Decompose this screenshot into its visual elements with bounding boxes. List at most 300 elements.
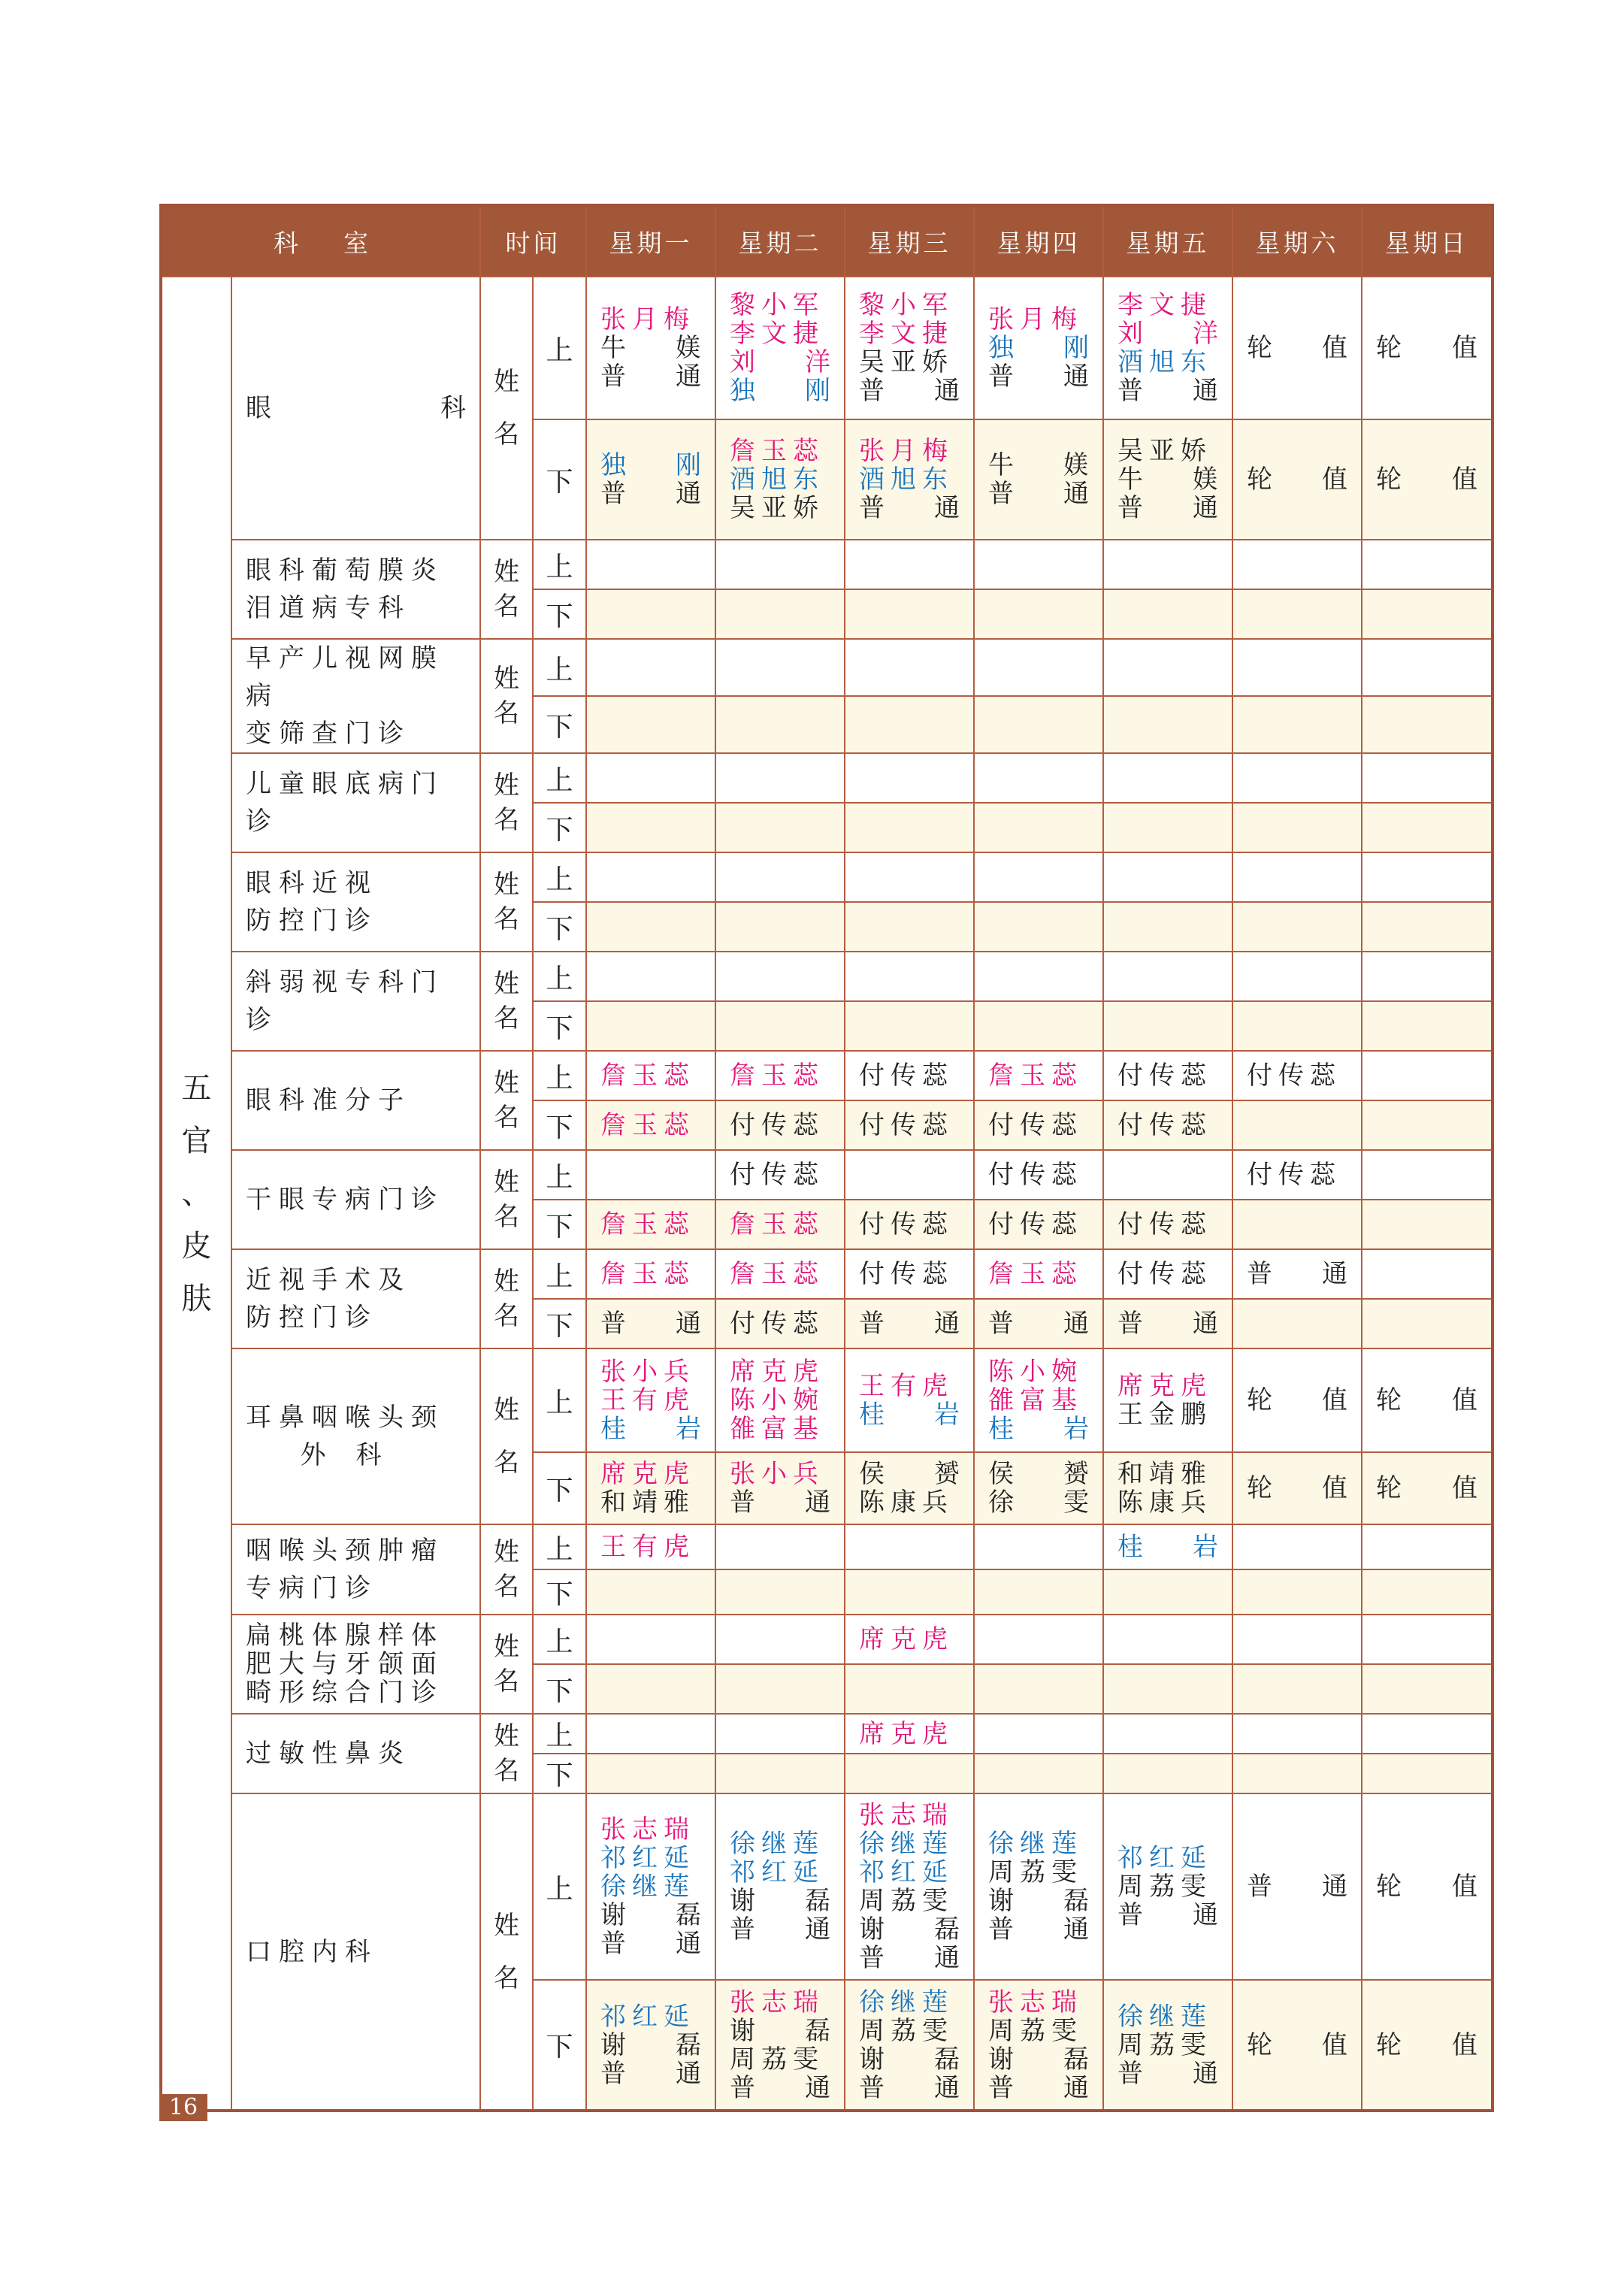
schedule-cell [1362, 1299, 1492, 1348]
doctor-name [1247, 465, 1347, 494]
schedule-cell [974, 1714, 1103, 1754]
doctor-name-part: 值 [1452, 1385, 1477, 1415]
doctor-name-part: 通 [1193, 1309, 1218, 1339]
doctor-name [1117, 1901, 1218, 1929]
department-name-line [246, 389, 466, 427]
schedule-cell [715, 1348, 845, 1452]
doctor-name [988, 1415, 1089, 1443]
schedule-cell [1362, 1150, 1492, 1200]
schedule-cell [1103, 1714, 1232, 1754]
schedule-cell [974, 1299, 1103, 1348]
schedule-cell [974, 1980, 1103, 2111]
doctor-name-part: 普 [1117, 376, 1143, 406]
doctor-name-part: 普 [600, 1929, 626, 1959]
doctor-name-part: 谢 [859, 1914, 885, 1945]
schedule-cell [586, 1714, 715, 1754]
schedule-cell [1103, 1051, 1232, 1100]
doctor-name: 张小兵 [730, 1459, 824, 1489]
department-name-line: 防控门诊 [246, 1303, 378, 1333]
doctor-name: 付传蕊 [1247, 1061, 1341, 1091]
name-label-char: 名 [494, 1301, 519, 1331]
doctor-name: 张志瑞 [859, 1800, 954, 1830]
session-pm: 下 [533, 419, 586, 540]
schedule-cell [586, 1051, 715, 1100]
schedule-cell [974, 803, 1103, 852]
doctor-name: 王有虎 [600, 1385, 695, 1415]
doctor-name: 酒旭东 [730, 465, 824, 495]
doctor-name-part: 通 [934, 2072, 960, 2103]
doctor-name-part: 侯 [988, 1459, 1014, 1489]
doctor-name-part: 通 [1063, 2072, 1089, 2103]
schedule-cell [715, 1793, 845, 1980]
department-name-line: 咽喉头颈肿瘤 [246, 1536, 444, 1566]
schedule-cell [1362, 1348, 1492, 1452]
doctor-name: 酒旭东 [859, 465, 954, 495]
schedule-cell [845, 902, 974, 952]
schedule-cell [586, 1524, 715, 1569]
schedule-cell [974, 696, 1103, 753]
doctor-name: 詹玉蕊 [600, 1259, 695, 1289]
doctor-name [1376, 334, 1477, 362]
doctor-name-part: 值 [1452, 2029, 1477, 2060]
session-am: 上 [533, 1249, 586, 1299]
schedule-cell [1362, 1664, 1492, 1714]
doctor-name: 吴亚娇 [730, 493, 824, 523]
name-label-char: 名 [494, 805, 519, 835]
schedule-cell [845, 1100, 974, 1150]
schedule-cell [1362, 952, 1492, 1001]
schedule-cell [586, 902, 715, 952]
name-label-char: 姓 [494, 770, 519, 801]
schedule-cell [586, 852, 715, 902]
doctor-name-part: 普 [988, 1309, 1014, 1339]
doctor-name: 和靖雅 [600, 1488, 695, 1518]
schedule-cell [715, 419, 845, 540]
session-am: 上 [533, 852, 586, 902]
session-pm: 下 [533, 1754, 586, 1793]
doctor-name-part: 值 [1452, 1473, 1477, 1503]
doctor-name-part: 牛 [600, 333, 626, 363]
doctor-name [988, 362, 1089, 391]
schedule-cell [974, 1754, 1103, 1793]
schedule-cell [974, 1615, 1103, 1664]
doctor-name-part: 独 [988, 333, 1014, 363]
doctor-name [600, 1415, 701, 1443]
schedule-cell [845, 1615, 974, 1664]
doctor-name-part: 洋 [1193, 319, 1218, 349]
doctor-name-part: 普 [1117, 1309, 1143, 1339]
doctor-name: 李文捷 [1117, 290, 1212, 320]
doctor-name [1376, 465, 1477, 494]
name-label-char: 名 [494, 1666, 519, 1696]
doctor-name: 周荔雯 [1117, 1872, 1212, 1902]
category-char: 官 [181, 1123, 212, 1158]
schedule-cell [1103, 540, 1232, 589]
schedule-cell [715, 1980, 845, 2111]
schedule-cell [974, 1524, 1103, 1569]
doctor-name: 周荔雯 [988, 1857, 1083, 1887]
doctor-name-part: 值 [1322, 333, 1347, 363]
session-pm: 下 [533, 1100, 586, 1150]
doctor-name [600, 1901, 701, 1929]
doctor-name: 付传蕊 [1247, 1160, 1341, 1190]
name-label-char: 姓 [494, 1910, 519, 1941]
name-label-char: 名 [494, 1756, 519, 1786]
doctor-name-part: 媄 [1063, 450, 1089, 480]
schedule-cell [1103, 803, 1232, 852]
name-label-char: 名 [494, 698, 519, 728]
name-label [480, 1524, 533, 1615]
department-name [231, 1793, 480, 2111]
schedule-cell [974, 1051, 1103, 1100]
doctor-name [1117, 494, 1218, 522]
doctor-name-part: 洋 [805, 347, 830, 377]
doctor-name-part: 通 [1063, 362, 1089, 392]
doctor-name-part: 普 [859, 1943, 885, 1973]
category-char: 肤 [181, 1281, 212, 1316]
header-day: 星期一 [586, 205, 715, 277]
schedule-cell [715, 1051, 845, 1100]
doctor-name-part: 普 [730, 1914, 755, 1945]
schedule-cell [845, 1299, 974, 1348]
doctor-name: 吴亚娇 [1117, 436, 1212, 466]
doctor-name: 付传蕊 [1117, 1209, 1212, 1239]
session-am: 上 [533, 1615, 586, 1664]
schedule-cell [974, 1452, 1103, 1524]
name-label [480, 852, 533, 952]
doctor-name: 詹玉蕊 [730, 1061, 824, 1091]
session-am: 上 [533, 753, 586, 803]
schedule-cell [1362, 1200, 1492, 1249]
schedule-cell [974, 277, 1103, 419]
schedule-cell [1362, 803, 1492, 852]
schedule-cell [1232, 1524, 1362, 1569]
schedule-cell [845, 639, 974, 696]
doctor-name-part: 值 [1452, 465, 1477, 495]
doctor-name-part: 普 [730, 1488, 755, 1518]
schedule-cell [586, 952, 715, 1001]
doctor-name: 黎小军 [859, 290, 954, 320]
doctor-name-part: 普 [988, 479, 1014, 509]
schedule-cell [974, 419, 1103, 540]
schedule-cell [586, 1664, 715, 1714]
department-name-line: 耳鼻咽喉头颈 [246, 1403, 444, 1433]
doctor-name [1117, 319, 1218, 348]
schedule-cell [715, 1001, 845, 1051]
name-label-char: 姓 [494, 367, 519, 397]
doctor-name: 周荔雯 [859, 1886, 954, 1916]
schedule-cell [845, 1200, 974, 1249]
schedule-cell [1232, 852, 1362, 902]
doctor-name-part: 普 [1247, 1872, 1272, 1902]
schedule-cell [715, 540, 845, 589]
doctor-name: 席克虎 [859, 1718, 954, 1749]
schedule-cell [1103, 1150, 1232, 1200]
doctor-name-part: 磊 [934, 2044, 960, 2075]
schedule-cell [1103, 852, 1232, 902]
department-name-line: 外科 [300, 1440, 412, 1470]
name-label [480, 639, 533, 753]
doctor-name [1247, 1386, 1347, 1415]
doctor-name-part: 谢 [988, 2044, 1014, 2075]
schedule-cell [1362, 1615, 1492, 1664]
doctor-name [1376, 1474, 1477, 1503]
schedule-row [161, 952, 1492, 1001]
schedule-cell [845, 1150, 974, 1200]
schedule-cell [974, 589, 1103, 639]
department-name [231, 1348, 480, 1524]
schedule-cell [845, 1249, 974, 1299]
doctor-name: 王金鹏 [1117, 1400, 1212, 1430]
doctor-name: 周荔雯 [1117, 2029, 1212, 2060]
session-pm: 下 [533, 803, 586, 852]
schedule-cell [715, 277, 845, 419]
doctor-name-part: 通 [805, 1488, 830, 1518]
schedule-cell [586, 1793, 715, 1980]
schedule-row [161, 1524, 1492, 1569]
schedule-cell [845, 1524, 974, 1569]
doctor-name: 詹玉蕊 [988, 1061, 1083, 1091]
doctor-name-part: 刚 [1063, 333, 1089, 363]
doctor-name-part: 普 [1117, 1900, 1143, 1930]
schedule-cell [1232, 1452, 1362, 1524]
doctor-name: 周荔雯 [730, 2044, 824, 2075]
department-name-line: 泪道病专科 [246, 593, 411, 623]
department-name-line: 专病门诊 [246, 1573, 378, 1603]
doctor-name-part: 普 [988, 1914, 1014, 1945]
schedule-cell [1362, 419, 1492, 540]
name-label-char: 名 [494, 1963, 519, 1993]
doctor-name [988, 1309, 1089, 1338]
department-name-line: 斜弱视专科门诊 [246, 967, 444, 1035]
doctor-name-part: 岩 [934, 1400, 960, 1430]
name-label-char: 姓 [494, 1267, 519, 1297]
schedule-cell [1362, 1980, 1492, 2111]
doctor-name-part: 值 [1322, 2029, 1347, 2060]
schedule-cell [845, 753, 974, 803]
doctor-name-part: 谢 [600, 1900, 626, 1930]
doctor-name: 李文捷 [859, 319, 954, 349]
header-time: 时间 [480, 205, 586, 277]
schedule-cell [974, 952, 1103, 1001]
schedule-cell [1362, 639, 1492, 696]
doctor-name [600, 2060, 701, 2088]
doctor-name-part: 普 [600, 2058, 626, 2089]
schedule-table [159, 204, 1494, 2112]
doctor-name-part: 独 [730, 376, 755, 406]
department-name-line: 早产儿视网膜病 [246, 643, 444, 711]
doctor-name-part: 普 [600, 479, 626, 509]
schedule-cell [1232, 1001, 1362, 1051]
schedule-cell [1362, 1100, 1492, 1150]
doctor-name-part: 刘 [730, 347, 755, 377]
category-char: 五 [181, 1070, 212, 1106]
schedule-row [161, 1615, 1492, 1664]
doctor-name: 徐继莲 [600, 1872, 695, 1902]
schedule-cell [1103, 696, 1232, 753]
session-pm: 下 [533, 1980, 586, 2111]
schedule-cell [586, 1615, 715, 1664]
doctor-name [730, 1915, 830, 1944]
schedule-cell [845, 1714, 974, 1754]
schedule-cell [1362, 1569, 1492, 1615]
schedule-cell [715, 589, 845, 639]
name-label [480, 1348, 533, 1524]
doctor-name-part: 通 [1063, 479, 1089, 509]
doctor-name [859, 1944, 960, 1972]
doctor-name: 付传蕊 [730, 1160, 824, 1190]
doctor-name-part: 磊 [1063, 2044, 1089, 2075]
session-am: 上 [533, 277, 586, 419]
session-pm: 下 [533, 696, 586, 753]
schedule-cell [845, 1664, 974, 1714]
name-label-char: 名 [494, 1003, 519, 1034]
doctor-name: 陈康兵 [859, 1488, 954, 1518]
doctor-name [1247, 334, 1347, 362]
doctor-name [600, 1929, 701, 1958]
schedule-cell [1103, 589, 1232, 639]
schedule-row [161, 639, 1492, 696]
doctor-name-part: 牛 [1117, 465, 1143, 495]
doctor-name [1117, 1533, 1218, 1561]
schedule-row [161, 1714, 1492, 1754]
schedule-cell [1103, 1980, 1232, 2111]
schedule-cell [586, 1452, 715, 1524]
department-name-line: 干眼专病门诊 [246, 1185, 444, 1215]
schedule-cell [1103, 1754, 1232, 1793]
schedule-cell [715, 1615, 845, 1664]
doctor-name-part: 通 [805, 2072, 830, 2103]
session-pm: 下 [533, 902, 586, 952]
name-label [480, 1249, 533, 1348]
schedule-cell [586, 1569, 715, 1615]
doctor-name-part: 谢 [859, 2044, 885, 2075]
schedule-cell [1362, 1051, 1492, 1100]
department-name [231, 1150, 480, 1249]
doctor-name: 付传蕊 [859, 1061, 954, 1091]
doctor-name: 付传蕊 [859, 1259, 954, 1289]
schedule-cell [715, 1754, 845, 1793]
category-cell [161, 277, 231, 2111]
session-am: 上 [533, 952, 586, 1001]
doctor-name: 黎小军 [730, 290, 824, 320]
doctor-name [988, 1460, 1089, 1488]
schedule-cell [1103, 1249, 1232, 1299]
doctor-name-part: 普 [988, 362, 1014, 392]
session-pm: 下 [533, 1452, 586, 1524]
schedule-cell [974, 1249, 1103, 1299]
name-label [480, 952, 533, 1051]
schedule-cell [715, 1249, 845, 1299]
schedule-cell [1232, 952, 1362, 1001]
department-name-line: 口腔内科 [246, 1936, 378, 1967]
schedule-cell [1103, 1100, 1232, 1150]
name-label-char: 名 [494, 1572, 519, 1602]
schedule-cell [1232, 1299, 1362, 1348]
doctor-name: 付传蕊 [1117, 1259, 1212, 1289]
schedule-cell [1362, 1714, 1492, 1754]
schedule-cell [1362, 1001, 1492, 1051]
header-day: 星期五 [1103, 205, 1232, 277]
doctor-name: 祁红延 [600, 1843, 695, 1873]
department-name-line: 近视手术及 [246, 1265, 411, 1295]
schedule-cell [1232, 1754, 1362, 1793]
schedule-cell [586, 1980, 715, 2111]
doctor-name [1117, 2060, 1218, 2088]
name-label [480, 1793, 533, 2111]
schedule-cell [1362, 1452, 1492, 1524]
schedule-cell [1103, 1524, 1232, 1569]
doctor-name [1117, 377, 1218, 405]
doctor-name-part: 桂 [859, 1400, 885, 1430]
schedule-cell [974, 1793, 1103, 1980]
schedule-cell [845, 277, 974, 419]
doctor-name-part: 轮 [1376, 2029, 1402, 2060]
doctor-name [1247, 1872, 1347, 1901]
doctor-name-part: 轮 [1376, 333, 1402, 363]
doctor-name-part: 轮 [1247, 1385, 1272, 1415]
doctor-name: 陈康兵 [1117, 1488, 1212, 1518]
schedule-cell [845, 803, 974, 852]
schedule-cell [586, 753, 715, 803]
doctor-name: 徐继莲 [1117, 2001, 1212, 2032]
doctor-name-part: 通 [1193, 376, 1218, 406]
schedule-cell [1103, 1793, 1232, 1980]
doctor-name-part: 值 [1322, 1385, 1347, 1415]
doctor-name: 徐继莲 [859, 1987, 954, 2017]
doctor-name [859, 1400, 960, 1429]
name-label-char: 名 [494, 1202, 519, 1232]
schedule-cell [1362, 1249, 1492, 1299]
schedule-cell [715, 1100, 845, 1150]
doctor-name-part: 轮 [1247, 1473, 1272, 1503]
schedule-cell [845, 1569, 974, 1615]
schedule-cell [974, 639, 1103, 696]
department-name [231, 1615, 480, 1714]
doctor-name: 付传蕊 [1117, 1061, 1212, 1091]
doctor-name [1376, 1386, 1477, 1415]
doctor-name: 王有虎 [600, 1532, 695, 1562]
doctor-name-part: 轮 [1376, 1872, 1402, 1902]
schedule-row [161, 1249, 1492, 1299]
doctor-name-part: 雯 [1063, 1488, 1089, 1518]
schedule-cell [586, 277, 715, 419]
session-pm: 下 [533, 1664, 586, 1714]
name-label [480, 1051, 533, 1150]
schedule-cell [586, 1299, 715, 1348]
schedule-cell [974, 852, 1103, 902]
schedule-cell [845, 589, 974, 639]
schedule-cell [715, 1150, 845, 1200]
schedule-cell [1103, 902, 1232, 952]
doctor-name [988, 480, 1089, 508]
schedule-cell [1362, 753, 1492, 803]
department-name-char: 科 [440, 393, 466, 423]
header-row [161, 205, 1492, 277]
doctor-name [988, 451, 1089, 480]
schedule-cell [845, 419, 974, 540]
schedule-cell [974, 1348, 1103, 1452]
doctor-name: 吴亚娇 [859, 347, 954, 377]
session-am: 上 [533, 540, 586, 589]
doctor-name [988, 1488, 1089, 1517]
schedule-cell [974, 540, 1103, 589]
schedule-cell [845, 1051, 974, 1100]
doctor-name [600, 334, 701, 362]
name-label-char: 名 [494, 1448, 519, 1478]
doctor-name-part: 普 [1117, 493, 1143, 523]
doctor-name-part: 值 [1322, 465, 1347, 495]
